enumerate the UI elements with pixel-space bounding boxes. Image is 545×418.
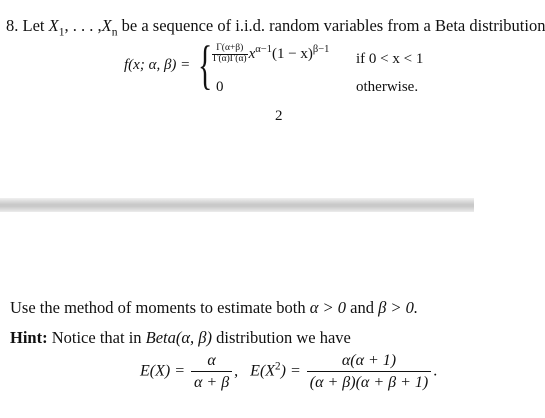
ex2-lhs-sup: 2 [275,360,281,373]
hint-distribution: Beta(α, β) [145,328,213,347]
subscript-first: 1 [58,26,65,39]
moment-separator: , [234,362,239,380]
ex-fraction [191,352,232,392]
pdf-case-2-value: 0 [216,79,224,95]
moment-formulas [140,352,437,392]
case1-middle: (1 − x) [271,45,313,62]
ex2-fraction [307,352,431,392]
gamma-fraction [212,44,248,65]
ex2-numerator: α(α + 1) [307,352,431,372]
question-intro-post: be a sequence of i.i.d. random variables from a Beta distribution [121,16,545,35]
hint-label: Hint: [10,328,48,347]
question-line [6,16,545,39]
task-condition-beta: β > 0. [378,298,419,317]
task-condition-alpha: α > 0 [309,298,346,317]
pdf-lhs: f(x; α, β) = [124,57,191,73]
variable-x-last: X [101,16,112,35]
ex-denominator: α + β [194,374,230,391]
page-number: 2 [275,108,283,124]
left-brace: { [198,35,213,95]
case1-power-base: x [248,45,256,62]
gamma-denominator: Γ(α)Γ(α) [213,53,247,64]
subscript-last: n [111,26,118,39]
moment-end: . [433,362,438,380]
pdf-case-1 [212,44,329,65]
ex-lhs: E(X) = [140,362,185,380]
ex2-lhs-end: ) = [280,362,301,380]
question-number: 8. [6,16,19,35]
hint-text-pre: Notice that in [51,328,142,347]
ex2-denominator: (α + β)(α + β + 1) [309,374,429,391]
case1-exponent-2: β−1 [312,43,330,55]
ex2-lhs-base: E(X [250,362,276,380]
ellipsis: , . . . , [64,16,102,35]
pdf-case-1-condition: if 0 < x < 1 [356,51,424,67]
task-line [10,298,418,318]
case1-exponent-1: α−1 [255,43,272,55]
task-text-pre: Use the method of moments to estimate both [10,298,306,317]
task-and: and [350,298,374,317]
pdf-case-2-condition: otherwise. [356,79,419,95]
variable-x-first: X [48,16,59,35]
hint-text-post: distribution we have [216,328,351,347]
hint-line [10,328,351,348]
question-intro-pre: Let [22,16,45,35]
ex-numerator: α [191,352,232,372]
gamma-numerator: Γ(α+β) [212,44,248,55]
page-divider [0,198,474,212]
